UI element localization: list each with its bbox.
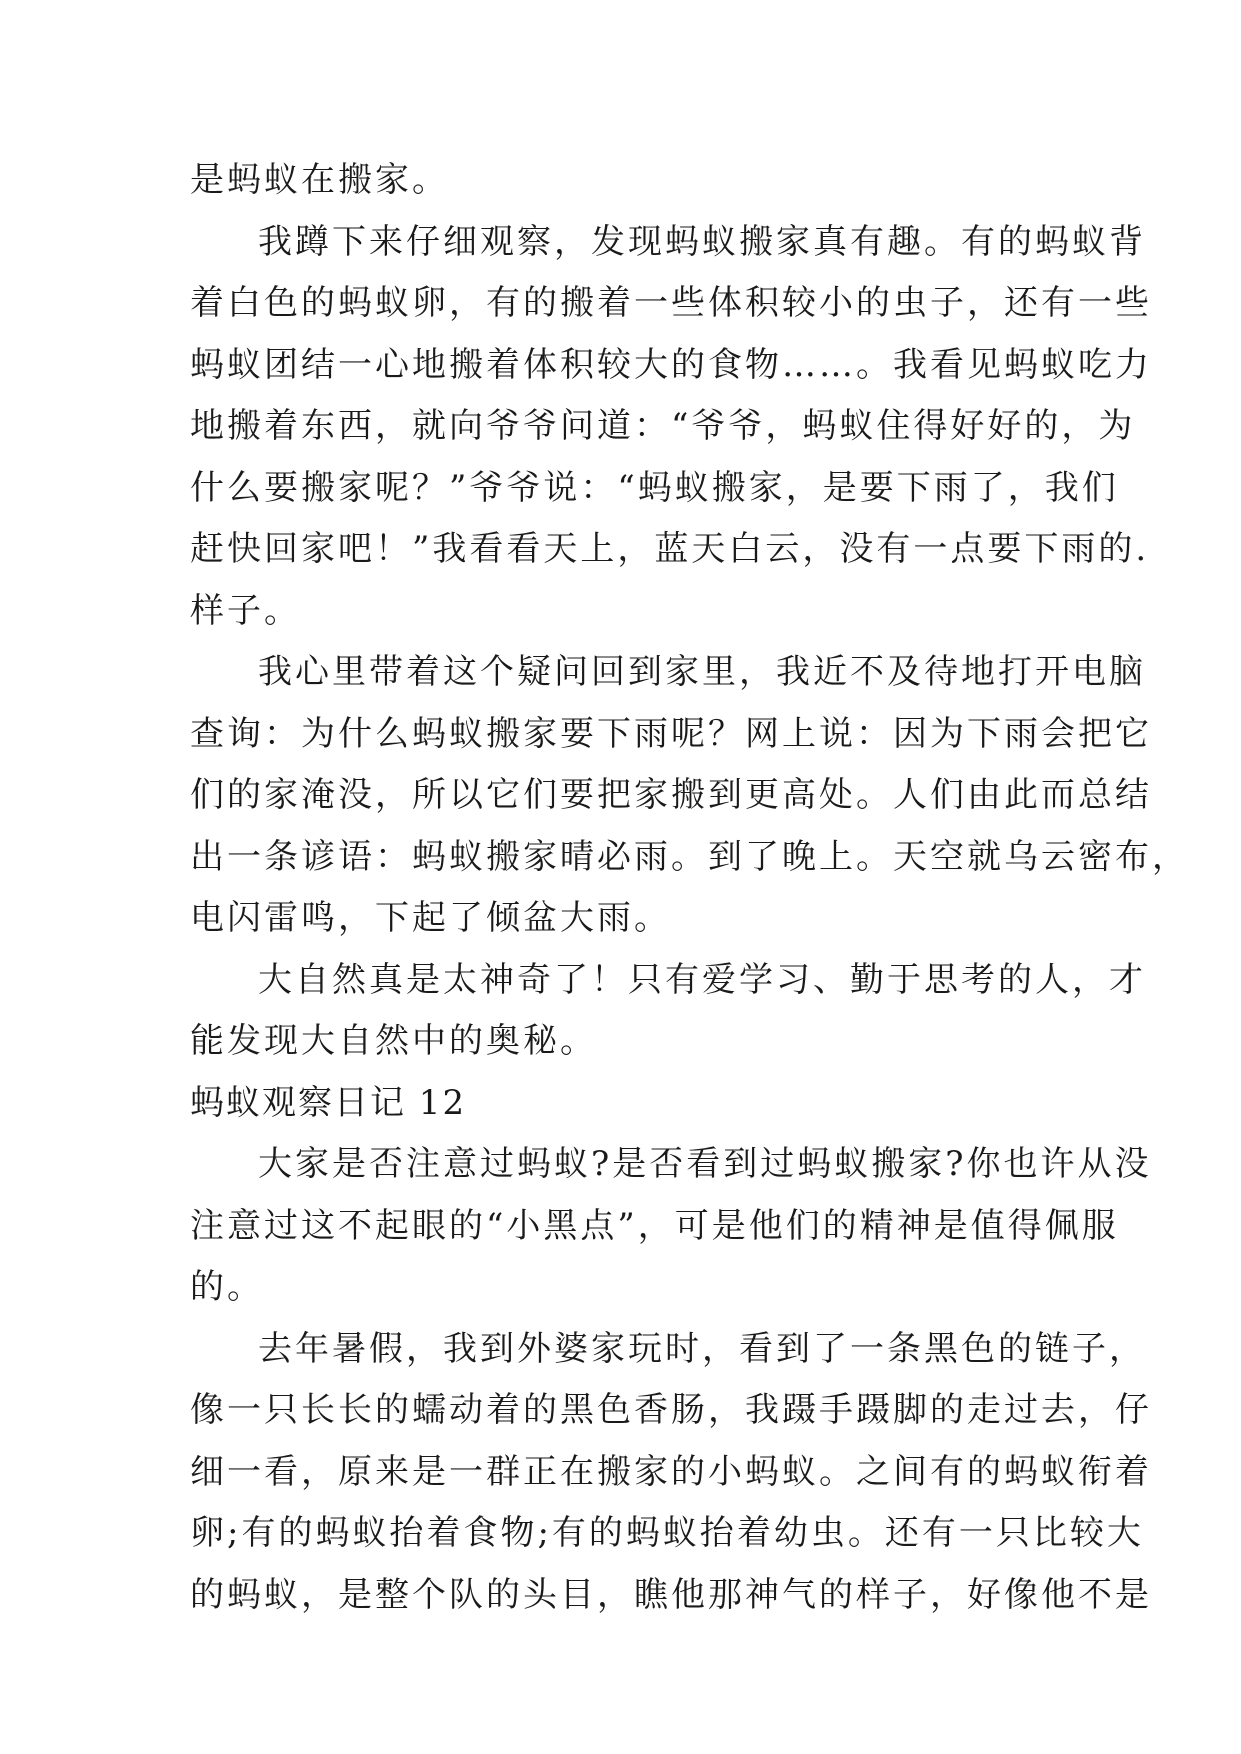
text-line: 像一只长长的蠕动着的黑色香肠，我蹑手蹑脚的走过去，仔 <box>190 1390 1152 1430</box>
paragraph-first-line: 我蹲下来仔细观察，发现蚂蚁搬家真有趣。有的蚂蚁背 <box>258 221 1146 262</box>
text-line: 的蚂蚁，是整个队的头目，瞧他那神气的样子，好像他不是 <box>190 1574 1152 1615</box>
text-line: 细一看，原来是一群正在搬家的小蚂蚁。之间有的蚂蚁衔着 <box>190 1451 1152 1492</box>
text-line: 出一条谚语：蚂蚁搬家晴必雨。到了晚上。天空就乌云密布， <box>190 836 1189 877</box>
text-line: 赶快回家吧！”我看看天上，蓝天白云，没有一点要下雨的. <box>190 529 1150 569</box>
text-line: 样子。 <box>190 590 301 631</box>
paragraph-first-line: 去年暑假，我到外婆家玩时，看到了一条黑色的链子， <box>258 1328 1146 1369</box>
text-line: 电闪雷鸣，下起了倾盆大雨。 <box>190 898 671 938</box>
text-line: 能发现大自然中的奥秘。 <box>190 1021 597 1061</box>
text-line: 什么要搬家呢？”爷爷说：“蚂蚁搬家，是要下雨了，我们 <box>190 467 1119 508</box>
text-line: 的。 <box>190 1267 264 1307</box>
text-line: 查询：为什么蚂蚁搬家要下雨呢？网上说：因为下雨会把它 <box>190 713 1152 754</box>
paragraph-first-line: 大自然真是太神奇了！只有爱学习、勤于思考的人，才 <box>258 959 1146 1000</box>
document-body <box>190 150 1189 1626</box>
text-line: 们的家淹没，所以它们要把家搬到更高处。人们由此而总结 <box>190 775 1152 815</box>
text-line: 着白色的蚂蚁卵，有的搬着一些体积较小的虫子，还有一些 <box>190 283 1152 323</box>
section-heading: 蚂蚁观察日记 12 <box>190 1082 467 1123</box>
text-line: 地搬着东西，就向爷爷问道：“爷爷，蚂蚁住得好好的，为 <box>190 406 1136 446</box>
paragraph-first-line: 大家是否注意过蚂蚁?是否看到过蚂蚁搬家?你也许从没 <box>258 1144 1152 1184</box>
text-line: 是蚂蚁在搬家。 <box>190 160 449 200</box>
text-line: 注意过这不起眼的“小黑点”，可是他们的精神是值得佩服 <box>190 1205 1119 1246</box>
paragraph-first-line: 我心里带着这个疑问回到家里，我近不及待地打开电脑 <box>258 652 1146 692</box>
text-line: 卵;有的蚂蚁抬着食物;有的蚂蚁抬着幼虫。还有一只比较大 <box>190 1513 1144 1553</box>
text-line: 蚂蚁团结一心地搬着体积较大的食物……。我看见蚂蚁吃力 <box>190 344 1152 385</box>
